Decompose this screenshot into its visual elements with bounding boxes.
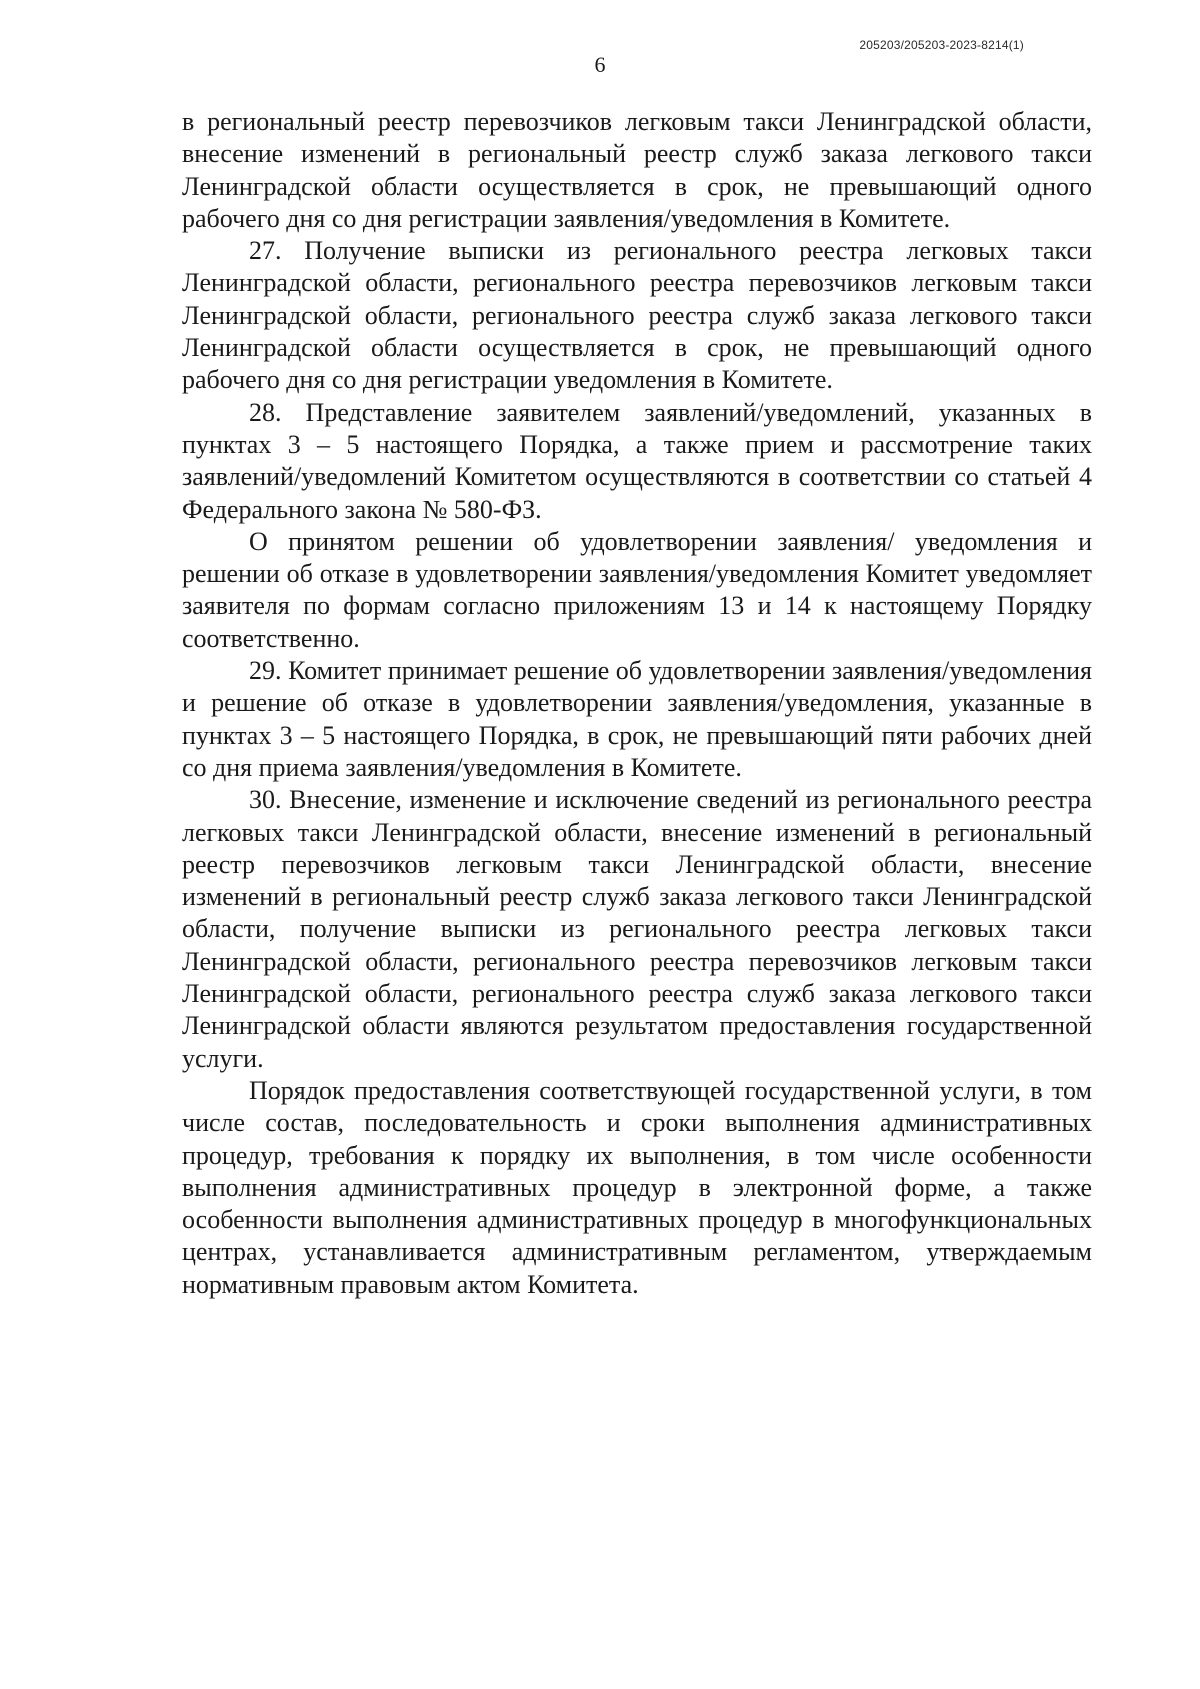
paragraph-decision-notice: О принятом решении об удовлетворении заявления/ уведомления и решении об отказе в удовлетворении заявления/уведомления Комитет уведомляет заявителя по формам согласно приложениям 13 и 14 к настоящему Порядку соответственно.	[182, 526, 1092, 653]
paragraph-item-27: 27. Получение выписки из регионального реестра легковых такси Ленинградской области, регионального реестра перевозчиков легковым такси Ленинградской области, регионального реестра служб заказа легкового такси Ленинградской области осуществляется в срок, не превышающий одного рабочего дня со дня регистрации уведомления в Комитете.	[182, 236, 1092, 395]
paragraph-procedure: Порядок предоставления соответствующей государственной услуги, в том числе состав, последовательность и сроки выполнения административных процедур, требования к порядку их выполнения, в том числе особенности выполнения административных процедур в электронной форме, а также особенности выполнения административных процедур в многофункциональных центрах, устанавливается административным регламентом, утверждаемым нормативным правовым актом Комитета.	[182, 1075, 1092, 1299]
paragraph-continuation: в региональный реестр перевозчиков легковым такси Ленинградской области, внесение изменений в региональный реестр служб заказа легкового такси Ленинградской области осуществляется в срок, не превышающий одного рабочего дня со дня регистрации заявления/уведомления в Комитете.	[182, 107, 1092, 233]
page-number: 6	[594, 52, 606, 77]
paragraph-item-28: 28. Представление заявителем заявлений/уведомлений, указанных в пунктах 3 – 5 настоящего Порядка, а также прием и рассмотрение таких заявлений/уведомлений Комитетом осуществляются в соответствии со статьей 4 Федерального закона № 580-ФЗ.	[182, 397, 1092, 524]
paragraph-item-29: 29. Комитет принимает решение об удовлетворении заявления/уведомления и решение об отказе в удовлетворении заявления/уведомления, указанные в пунктах 3 – 5 настоящего Порядка, в срок, не превышающий пяти рабочих дней со дня приема заявления/уведомления в Комитете.	[182, 656, 1092, 782]
document-body	[182, 106, 1092, 1301]
document-id: 205203/205203-2023-8214(1)	[859, 38, 1024, 52]
paragraph-item-30: 30. Внесение, изменение и исключение сведений из регионального реестра легковых такси Ленинградской области, внесение изменений в региональный реестр перевозчиков легковым такси Ленинградской области, внесение изменений в региональный реестр служб заказа легкового такси Ленинградской области, получение выписки из регионального реестра легковых такси Ленинградской области, регионального реестра перевозчиков легковым такси Ленинградской области, регионального реестра служб заказа легкового такси Ленинградской области являются результатом предоставления государственной услуги.	[182, 785, 1092, 1073]
